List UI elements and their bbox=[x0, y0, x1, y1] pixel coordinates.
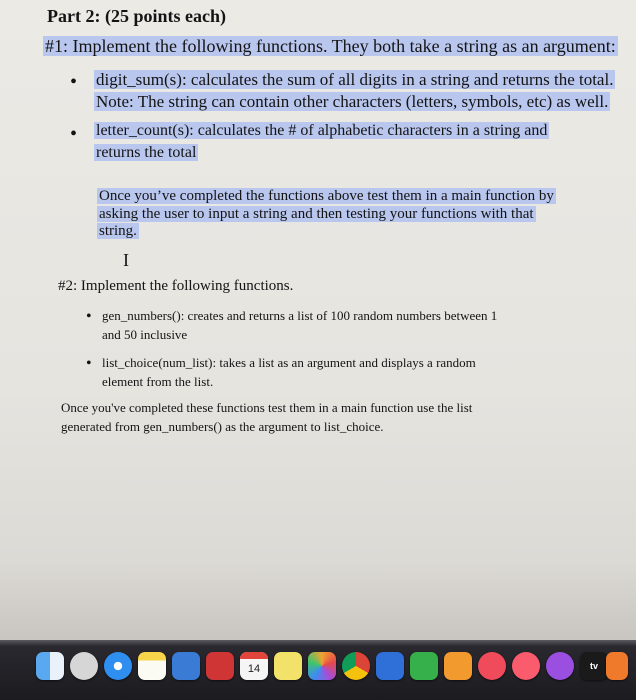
text-cursor-icon: I bbox=[123, 250, 129, 270]
tv-icon[interactable] bbox=[580, 652, 608, 680]
preview-icon[interactable] bbox=[172, 652, 200, 680]
books-icon[interactable] bbox=[606, 652, 628, 680]
q2-bullet-1-line-1: gen_numbers(): creates and returns a list of 100 random numbers between 1 bbox=[102, 308, 498, 323]
q1-bullet-1-line-2 bbox=[94, 92, 610, 112]
notes-icon[interactable] bbox=[138, 652, 166, 680]
q1-instruction-text: string. bbox=[99, 223, 137, 239]
q2-bullet-2-line-2: element from the list. bbox=[102, 374, 214, 389]
news-icon[interactable] bbox=[478, 652, 506, 680]
bullet-icon: • bbox=[70, 71, 78, 93]
bullet-icon: • bbox=[86, 308, 92, 325]
q1-bullet-1-text: digit_sum(s): calculates the sum of all digits in a string and returns the total. bbox=[96, 70, 614, 89]
q1-bullet-2-line-1 bbox=[94, 122, 549, 140]
q1-heading-text: #1: Implement the following functions. They both take a string as an argument: bbox=[45, 36, 616, 56]
q2-bullet-1-line-2: and 50 inclusive bbox=[102, 327, 188, 342]
music-icon[interactable] bbox=[512, 652, 540, 680]
numbers-icon[interactable] bbox=[410, 652, 438, 680]
q1-instructions-line-1 bbox=[97, 188, 556, 205]
part-title: Part 2: (25 points each) bbox=[47, 6, 226, 26]
q1-bullet-2-text: letter_count(s): calculates the # of alphabetic characters in a string and bbox=[96, 122, 548, 139]
pages-icon[interactable] bbox=[444, 652, 472, 680]
podcasts-icon[interactable] bbox=[546, 652, 574, 680]
q1-bullet-1-note: Note: The string can contain other characters (letters, symbols, etc) as well. bbox=[96, 92, 609, 111]
launchpad-icon[interactable] bbox=[70, 652, 98, 680]
calendar-icon[interactable] bbox=[240, 652, 268, 680]
photos-icon[interactable] bbox=[308, 652, 336, 680]
photo-booth-icon[interactable] bbox=[206, 652, 234, 680]
q1-bullet-1-line-1 bbox=[94, 70, 615, 90]
stickies-icon[interactable] bbox=[274, 652, 302, 680]
calendar-day: 14 bbox=[247, 663, 261, 675]
q1-instructions-line-2 bbox=[97, 206, 536, 223]
q2-instructions-line-2: generated from gen_numbers() as the argument to list_choice. bbox=[61, 419, 384, 434]
finder-icon[interactable] bbox=[36, 652, 64, 680]
dock-shelf bbox=[0, 640, 636, 646]
tv-label: tv bbox=[589, 661, 598, 671]
q1-instruction-text: asking the user to input a string and then testing your functions with that bbox=[99, 206, 534, 222]
q2-bullet-2-line-1: list_choice(num_list): takes a list as an argument and displays a random bbox=[102, 355, 476, 370]
keynote-icon[interactable] bbox=[376, 652, 404, 680]
q2-instructions-line-1: Once you've completed these functions test them in a main function use the list bbox=[61, 400, 473, 415]
bullet-icon: • bbox=[70, 123, 78, 145]
q1-bullet-2-line-2 bbox=[94, 144, 198, 162]
bullet-icon: • bbox=[86, 355, 92, 372]
q1-heading bbox=[43, 36, 618, 57]
chrome-icon[interactable] bbox=[342, 652, 370, 680]
safari-icon[interactable] bbox=[104, 652, 132, 680]
q1-instruction-text: Once you’ve completed the functions above test them in a main function by bbox=[99, 188, 554, 204]
q1-instructions-line-3 bbox=[97, 223, 139, 240]
dock bbox=[0, 640, 636, 700]
q2-heading: #2: Implement the following functions. bbox=[58, 278, 294, 294]
q1-bullet-2-cont: returns the total bbox=[96, 144, 197, 161]
